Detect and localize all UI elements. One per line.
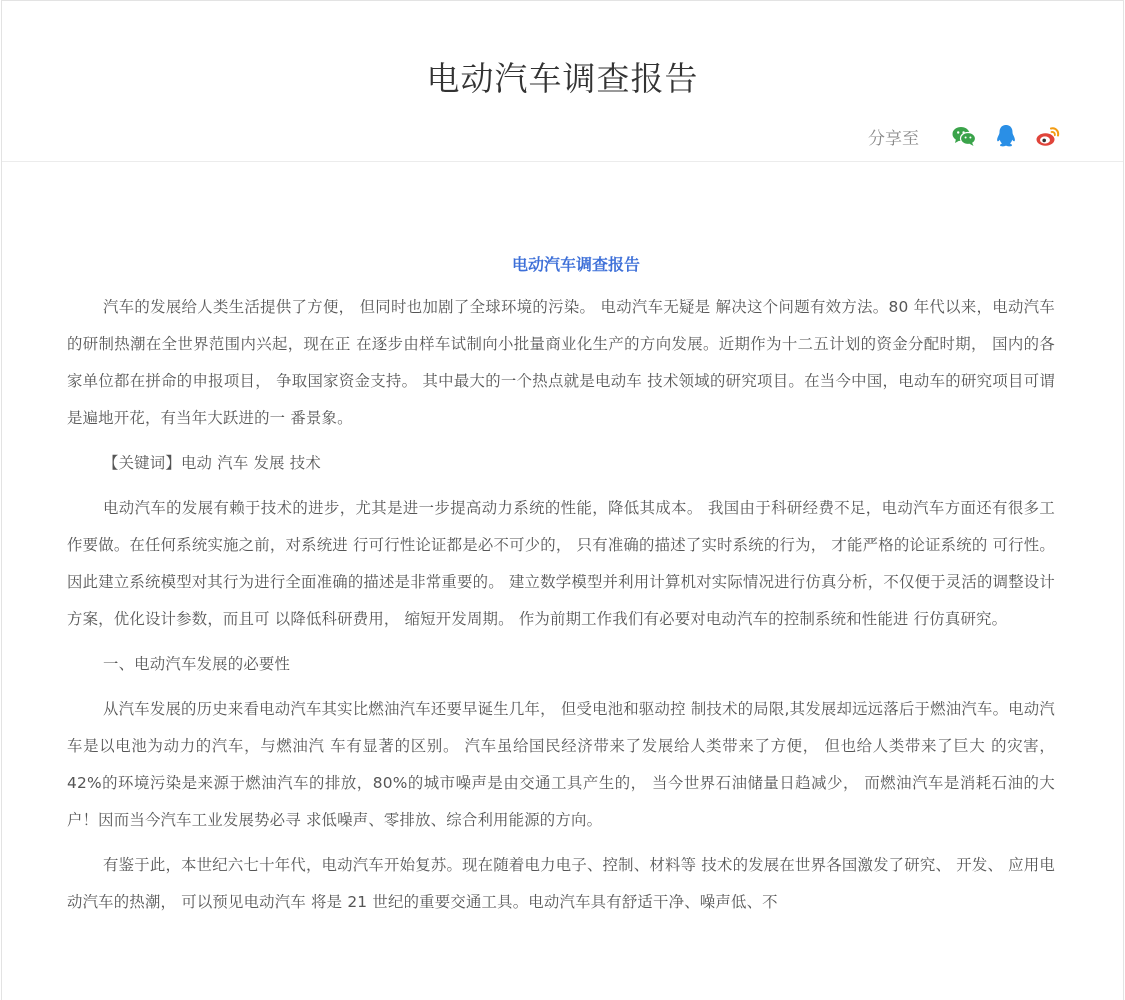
paragraph-history: 从汽车发展的历史来看电动汽车其实比燃油汽车还要早诞生几年， 但受电池和驱动控 制技术的局限,其发展却远远落后于燃油汽车。电动汽车是以电池为动力的汽车，与燃油汽 车有显著的区别。 汽车虽给国民经济带来了发展给人类带来了方便， 但也给人类带来了巨大 的灾害，42%的环境污染是来源于燃油汽车的排放，80%的城市噪声是由交通工具产生的， 当今世界石油储量日趋减少， 而燃油汽车是消耗石油的大户！因而当今汽车工业发展势必寻 求低噪声、零排放、综合利用能源的方向。 [67,700,1055,829]
share-label: 分享至 [868,128,919,149]
share-bar [868,121,1061,151]
document-page [1,0,1124,1000]
page-title: 电动汽车调查报告 [426,59,699,98]
document-body [2,162,1123,921]
weibo-icon[interactable] [1035,123,1061,149]
section-heading-necessity: 一、电动汽车发展的必要性 [103,655,291,673]
paragraph-revival: 有鉴于此，本世纪六七十年代，电动汽车开始复苏。现在随着电力电子、控制、材料等 技术的发展在世界各国激发了研究、 开发、 应用电动汽车的热潮， 可以预见电动汽车 将是 21 世纪的重要交通工具。电动汽车具有舒适干净、噪声低、不 [67,856,1055,911]
wechat-icon[interactable] [951,123,977,149]
document-title: 电动汽车调查报告 [511,255,640,274]
paragraph-background: 电动汽车的发展有赖于技术的进步，尤其是进一步提高动力系统的性能，降低其成本。 我国由于科研经费不足，电动汽车方面还有很多工作要做。在任何系统实施之前，对系统进 行可行性论证都是必不可少的， 只有准确的描述了实时系统的行为， 才能严格的论证系统的 可行性。 因此建立系统模型对其行为进行全面准确的描述是非常重要的。 建立数学模型并利用计算机对实际情况进行仿真分析，不仅便于灵活的调整设计方案，优化设计参数，而且可 以降低科研费用， 缩短开发周期。 作为前期工作我们有必要对电动汽车的控制系统和性能进 行仿真研究。 [67,499,1055,628]
page-header [2,1,1123,162]
paragraph-intro: 汽车的发展给人类生活提供了方便， 但同时也加剧了全球环境的污染。 电动汽车无疑是 解决这个问题有效方法。80 年代以来，电动汽车的研制热潮在全世界范围内兴起，现在正 在逐步由样车试制向小批量商业化生产的方向发展。近期作为十二五计划的资金分配时期， 国内的各家单位都在拼命的申报项目， 争取国家资金支持。 其中最大的一个热点就是电动车 技术领域的研究项目。在当今中国，电动车的研究项目可谓是遍地开花，有当年大跃进的一 番景象。 [67,298,1055,427]
qq-icon[interactable] [993,123,1019,149]
paragraph-keywords: 【关键词】电动 汽车 发展 技术 [103,454,321,472]
